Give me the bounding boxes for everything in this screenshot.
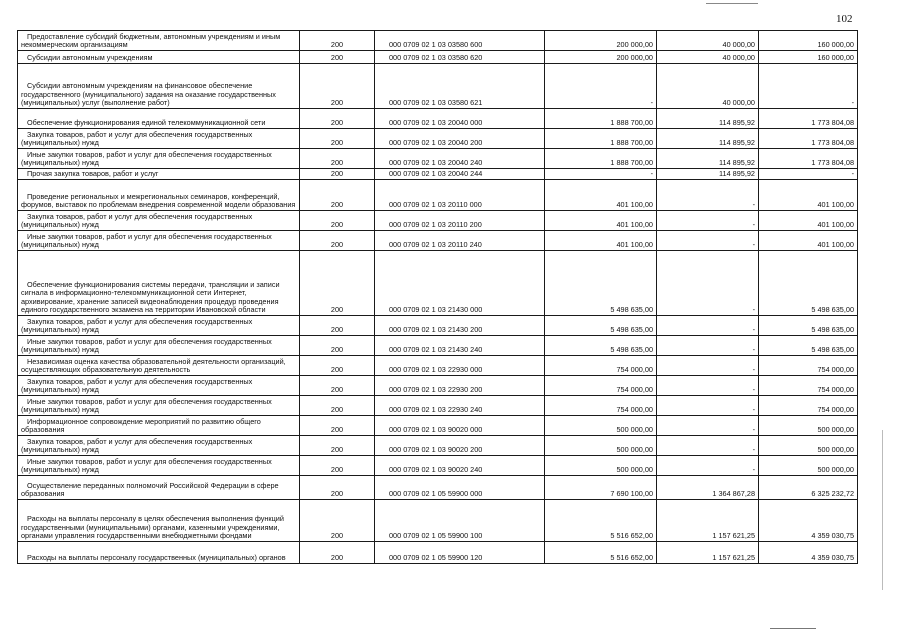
row-admin-code: 200 bbox=[300, 456, 375, 476]
table-row bbox=[18, 376, 858, 396]
row-remaining-amount: 401 100,00 bbox=[759, 180, 858, 211]
row-classification-code: 000 0709 02 1 03 22930 000 bbox=[375, 356, 545, 376]
row-admin-code: 200 bbox=[300, 129, 375, 149]
table-row bbox=[18, 211, 858, 231]
row-admin-code: 200 bbox=[300, 51, 375, 64]
row-executed-amount: - bbox=[657, 396, 759, 416]
row-name: Закупка товаров, работ и услуг для обеспечения государственных (муниципальных) нужд bbox=[18, 316, 300, 336]
row-admin-code: 200 bbox=[300, 500, 375, 542]
row-executed-amount: 1 364 867,28 bbox=[657, 476, 759, 500]
row-remaining-amount: 1 773 804,08 bbox=[759, 109, 858, 129]
row-remaining-amount: 500 000,00 bbox=[759, 416, 858, 436]
row-remaining-amount: 1 773 804,08 bbox=[759, 149, 858, 169]
row-name: Предоставление субсидий бюджетным, автономным учреждениям и иным некоммерческим организациям bbox=[18, 31, 300, 51]
row-name: Иные закупки товаров, работ и услуг для обеспечения государственных (муниципальных) нужд bbox=[18, 149, 300, 169]
row-executed-amount: - bbox=[657, 211, 759, 231]
row-plan-amount: 1 888 700,00 bbox=[545, 109, 657, 129]
table-row bbox=[18, 51, 858, 64]
row-name: Закупка товаров, работ и услуг для обеспечения государственных (муниципальных) нужд bbox=[18, 436, 300, 456]
scan-mark-top bbox=[706, 3, 758, 4]
row-classification-code: 000 0709 02 1 03 20110 240 bbox=[375, 231, 545, 251]
table-row bbox=[18, 129, 858, 149]
row-plan-amount: 200 000,00 bbox=[545, 51, 657, 64]
row-admin-code: 200 bbox=[300, 149, 375, 169]
row-remaining-amount: 1 773 804,08 bbox=[759, 129, 858, 149]
table-row bbox=[18, 180, 858, 211]
row-admin-code: 200 bbox=[300, 336, 375, 356]
table-row bbox=[18, 396, 858, 416]
row-name: Независимая оценка качества образовательной деятельности организаций, осуществляющих образовательную деятельность bbox=[18, 356, 300, 376]
row-admin-code: 200 bbox=[300, 251, 375, 316]
row-plan-amount: 5 498 635,00 bbox=[545, 251, 657, 316]
row-executed-amount: - bbox=[657, 356, 759, 376]
row-name: Иные закупки товаров, работ и услуг для обеспечения государственных (муниципальных) нужд bbox=[18, 396, 300, 416]
row-classification-code: 000 0709 02 1 03 03580 600 bbox=[375, 31, 545, 51]
row-remaining-amount: - bbox=[759, 169, 858, 180]
row-name: Иные закупки товаров, работ и услуг для обеспечения государственных (муниципальных) нужд bbox=[18, 456, 300, 476]
row-executed-amount: - bbox=[657, 456, 759, 476]
table-row bbox=[18, 64, 858, 109]
row-remaining-amount: 754 000,00 bbox=[759, 396, 858, 416]
row-plan-amount: 5 516 652,00 bbox=[545, 500, 657, 542]
row-remaining-amount: - bbox=[759, 64, 858, 109]
row-classification-code: 000 0709 02 1 03 20040 240 bbox=[375, 149, 545, 169]
table-row bbox=[18, 231, 858, 251]
row-name: Иные закупки товаров, работ и услуг для обеспечения государственных (муниципальных) нужд bbox=[18, 336, 300, 356]
row-remaining-amount: 5 498 635,00 bbox=[759, 316, 858, 336]
row-name: Расходы на выплаты персоналу государственных (муниципальных) органов bbox=[18, 542, 300, 564]
row-plan-amount: 500 000,00 bbox=[545, 436, 657, 456]
row-executed-amount: 114 895,92 bbox=[657, 169, 759, 180]
row-executed-amount: 40 000,00 bbox=[657, 51, 759, 64]
row-remaining-amount: 4 359 030,75 bbox=[759, 542, 858, 564]
row-name: Обеспечение функционирования единой телекоммуникационной сети bbox=[18, 109, 300, 129]
row-admin-code: 200 bbox=[300, 231, 375, 251]
row-admin-code: 200 bbox=[300, 356, 375, 376]
row-classification-code: 000 0709 02 1 03 03580 621 bbox=[375, 64, 545, 109]
row-classification-code: 000 0709 02 1 03 22930 200 bbox=[375, 376, 545, 396]
row-classification-code: 000 0709 02 1 03 21430 000 bbox=[375, 251, 545, 316]
table-row bbox=[18, 356, 858, 376]
row-remaining-amount: 5 498 635,00 bbox=[759, 336, 858, 356]
table-row bbox=[18, 542, 858, 564]
table-row bbox=[18, 31, 858, 51]
row-plan-amount: 5 498 635,00 bbox=[545, 316, 657, 336]
row-name: Субсидии автономным учреждениям bbox=[18, 51, 300, 64]
row-remaining-amount: 754 000,00 bbox=[759, 376, 858, 396]
row-admin-code: 200 bbox=[300, 436, 375, 456]
row-name: Закупка товаров, работ и услуг для обеспечения государственных (муниципальных) нужд bbox=[18, 376, 300, 396]
row-plan-amount: 200 000,00 bbox=[545, 31, 657, 51]
row-admin-code: 200 bbox=[300, 376, 375, 396]
row-name: Осуществление переданных полномочий Российской Федерации в сфере образования bbox=[18, 476, 300, 500]
row-classification-code: 000 0709 02 1 03 90020 000 bbox=[375, 416, 545, 436]
table-row bbox=[18, 416, 858, 436]
scan-mark-right-edge bbox=[882, 430, 883, 590]
row-executed-amount: - bbox=[657, 436, 759, 456]
row-executed-amount: 1 157 621,25 bbox=[657, 542, 759, 564]
row-admin-code: 200 bbox=[300, 542, 375, 564]
row-remaining-amount: 500 000,00 bbox=[759, 456, 858, 476]
row-plan-amount: 5 516 652,00 bbox=[545, 542, 657, 564]
row-admin-code: 200 bbox=[300, 476, 375, 500]
row-plan-amount: - bbox=[545, 169, 657, 180]
row-executed-amount: 1 157 621,25 bbox=[657, 500, 759, 542]
row-classification-code: 000 0709 02 1 05 59900 100 bbox=[375, 500, 545, 542]
table-row bbox=[18, 251, 858, 316]
row-plan-amount: 1 888 700,00 bbox=[545, 149, 657, 169]
row-plan-amount: - bbox=[545, 64, 657, 109]
row-executed-amount: - bbox=[657, 336, 759, 356]
row-remaining-amount: 401 100,00 bbox=[759, 211, 858, 231]
row-executed-amount: - bbox=[657, 251, 759, 316]
row-classification-code: 000 0709 02 1 03 20110 200 bbox=[375, 211, 545, 231]
table-row bbox=[18, 476, 858, 500]
row-remaining-amount: 160 000,00 bbox=[759, 31, 858, 51]
row-classification-code: 000 0709 02 1 05 59900 000 bbox=[375, 476, 545, 500]
table-row bbox=[18, 500, 858, 542]
row-plan-amount: 401 100,00 bbox=[545, 231, 657, 251]
row-plan-amount: 754 000,00 bbox=[545, 396, 657, 416]
row-plan-amount: 401 100,00 bbox=[545, 211, 657, 231]
row-remaining-amount: 5 498 635,00 bbox=[759, 251, 858, 316]
row-classification-code: 000 0709 02 1 03 21430 240 bbox=[375, 336, 545, 356]
row-name: Информационное сопровождение мероприятий по развитию общего образования bbox=[18, 416, 300, 436]
table-row bbox=[18, 149, 858, 169]
row-classification-code: 000 0709 02 1 05 59900 120 bbox=[375, 542, 545, 564]
row-classification-code: 000 0709 02 1 03 20040 000 bbox=[375, 109, 545, 129]
row-executed-amount: - bbox=[657, 180, 759, 211]
row-plan-amount: 7 690 100,00 bbox=[545, 476, 657, 500]
row-classification-code: 000 0709 02 1 03 21430 200 bbox=[375, 316, 545, 336]
row-admin-code: 200 bbox=[300, 180, 375, 211]
budget-table bbox=[17, 30, 858, 564]
row-executed-amount: - bbox=[657, 316, 759, 336]
row-remaining-amount: 4 359 030,75 bbox=[759, 500, 858, 542]
page-number: 102 bbox=[836, 13, 853, 25]
row-admin-code: 200 bbox=[300, 31, 375, 51]
row-admin-code: 200 bbox=[300, 64, 375, 109]
row-remaining-amount: 401 100,00 bbox=[759, 231, 858, 251]
row-classification-code: 000 0709 02 1 03 22930 240 bbox=[375, 396, 545, 416]
row-classification-code: 000 0709 02 1 03 03580 620 bbox=[375, 51, 545, 64]
row-remaining-amount: 754 000,00 bbox=[759, 356, 858, 376]
row-admin-code: 200 bbox=[300, 109, 375, 129]
row-plan-amount: 401 100,00 bbox=[545, 180, 657, 211]
row-admin-code: 200 bbox=[300, 416, 375, 436]
row-name: Субсидии автономным учреждениям на финансовое обеспечение государственного (муниципального) задания на оказание государственных (муниципальных) услуг (выполнение работ) bbox=[18, 64, 300, 109]
row-name: Иные закупки товаров, работ и услуг для обеспечения государственных (муниципальных) нужд bbox=[18, 231, 300, 251]
row-classification-code: 000 0709 02 1 03 20040 200 bbox=[375, 129, 545, 149]
row-executed-amount: 40 000,00 bbox=[657, 64, 759, 109]
scan-mark-bottom bbox=[770, 628, 816, 629]
table-row bbox=[18, 436, 858, 456]
row-plan-amount: 500 000,00 bbox=[545, 416, 657, 436]
table-row bbox=[18, 336, 858, 356]
row-classification-code: 000 0709 02 1 03 90020 200 bbox=[375, 436, 545, 456]
row-classification-code: 000 0709 02 1 03 20110 000 bbox=[375, 180, 545, 211]
row-remaining-amount: 160 000,00 bbox=[759, 51, 858, 64]
row-classification-code: 000 0709 02 1 03 90020 240 bbox=[375, 456, 545, 476]
row-executed-amount: 114 895,92 bbox=[657, 109, 759, 129]
row-executed-amount: 114 895,92 bbox=[657, 129, 759, 149]
row-name: Расходы на выплаты персоналу в целях обеспечения выполнения функций государственными (муниципальными) органами, казенными учреждениями, органами управления государственными внебюджетными фондами bbox=[18, 500, 300, 542]
row-name: Проведение региональных и межрегиональных семинаров, конференций, форумов, выставок по проблемам внедрения современной модели образования bbox=[18, 180, 300, 211]
row-name: Обеспечение функционирования системы передачи, трансляции и записи сигнала в информационно-телекоммуникационной сети Интернет, архивирование, хранение записей видеонаблюдения процедур проведения единого государственного экзамена на территории Ивановской области bbox=[18, 251, 300, 316]
table-row bbox=[18, 456, 858, 476]
row-executed-amount: 114 895,92 bbox=[657, 149, 759, 169]
row-plan-amount: 5 498 635,00 bbox=[545, 336, 657, 356]
row-plan-amount: 754 000,00 bbox=[545, 376, 657, 396]
table-row bbox=[18, 169, 858, 180]
row-executed-amount: - bbox=[657, 231, 759, 251]
row-executed-amount: - bbox=[657, 416, 759, 436]
row-name: Прочая закупка товаров, работ и услуг bbox=[18, 169, 300, 180]
row-admin-code: 200 bbox=[300, 316, 375, 336]
row-plan-amount: 1 888 700,00 bbox=[545, 129, 657, 149]
table-row bbox=[18, 316, 858, 336]
row-executed-amount: - bbox=[657, 376, 759, 396]
row-name: Закупка товаров, работ и услуг для обеспечения государственных (муниципальных) нужд bbox=[18, 211, 300, 231]
row-remaining-amount: 6 325 232,72 bbox=[759, 476, 858, 500]
row-admin-code: 200 bbox=[300, 169, 375, 180]
row-classification-code: 000 0709 02 1 03 20040 244 bbox=[375, 169, 545, 180]
row-name: Закупка товаров, работ и услуг для обеспечения государственных (муниципальных) нужд bbox=[18, 129, 300, 149]
row-plan-amount: 754 000,00 bbox=[545, 356, 657, 376]
row-plan-amount: 500 000,00 bbox=[545, 456, 657, 476]
row-executed-amount: 40 000,00 bbox=[657, 31, 759, 51]
row-admin-code: 200 bbox=[300, 396, 375, 416]
row-remaining-amount: 500 000,00 bbox=[759, 436, 858, 456]
table-row bbox=[18, 109, 858, 129]
row-admin-code: 200 bbox=[300, 211, 375, 231]
